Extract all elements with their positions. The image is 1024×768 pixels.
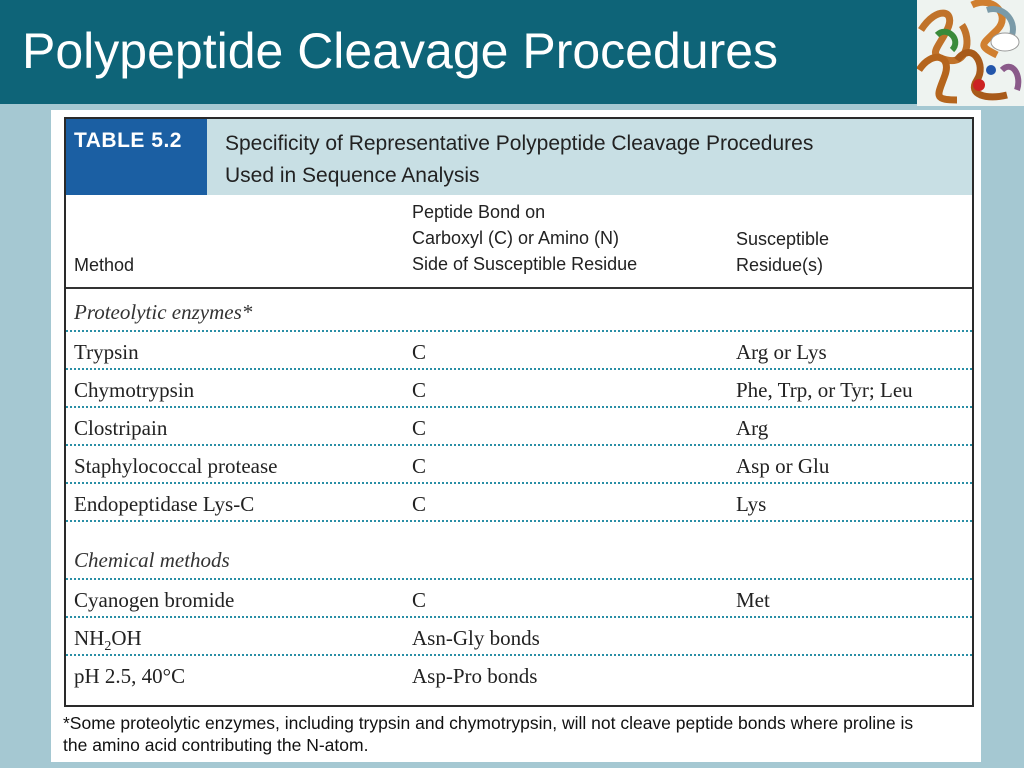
row-divider <box>66 368 972 370</box>
row-divider <box>66 520 972 522</box>
residue-clostripain: Arg <box>736 416 769 440</box>
method-staphylococcal-protease: Staphylococcal protease <box>74 454 278 478</box>
row-divider <box>66 578 972 580</box>
method-clostripain: Clostripain <box>74 416 168 440</box>
method-hydroxylamine-pre: NH <box>74 626 105 650</box>
bond-staphylococcal-protease: C <box>412 454 427 478</box>
method-endopeptidase-lys-c: Endopeptidase Lys-C <box>74 492 255 516</box>
table-footnote <box>63 712 979 756</box>
bond-acid-ph: Asp-Pro bonds <box>412 664 538 688</box>
bond-endopeptidase-lys-c: C <box>412 492 427 516</box>
row-divider <box>66 406 972 408</box>
residue-endopeptidase-lys-c: Lys <box>736 492 767 516</box>
column-header-residue-line1: Susceptible <box>736 229 830 249</box>
row-divider <box>66 482 972 484</box>
bond-hydroxylamine: Asn-Gly bonds <box>412 626 540 650</box>
table-caption-cell <box>207 119 972 195</box>
row-divider <box>66 616 972 618</box>
bond-trypsin: C <box>412 340 427 364</box>
method-hydroxylamine-post: OH <box>111 626 142 650</box>
protein-structure-icon <box>917 0 1024 106</box>
column-header-residue-line2: Residue(s) <box>736 255 824 275</box>
table-caption-line1: Specificity of Representative Polypeptide Cleavage Procedures <box>225 132 814 155</box>
footnote-line1: *Some proteolytic enzymes, including trypsin and chymotrypsin, will not cleave peptide bonds where proline is <box>63 713 914 733</box>
cleavage-table <box>64 117 974 707</box>
section-label-chemical: Chemical methods <box>74 548 230 572</box>
method-trypsin: Trypsin <box>74 340 139 364</box>
row-divider <box>66 330 972 332</box>
bond-cyanogen-bromide: C <box>412 588 427 612</box>
bond-chymotrypsin: C <box>412 378 427 402</box>
method-cyanogen-bromide: Cyanogen bromide <box>74 588 235 612</box>
row-divider <box>66 654 972 656</box>
section-label-enzymes: Proteolytic enzymes* <box>74 300 253 324</box>
residue-cyanogen-bromide: Met <box>736 588 770 612</box>
column-header-residue <box>736 226 829 278</box>
table-caption <box>225 128 813 192</box>
row-divider <box>66 444 972 446</box>
method-hydroxylamine-sub: 2 <box>104 639 112 655</box>
residue-chymotrypsin: Phe, Trp, or Tyr; Leu <box>736 378 913 402</box>
residue-staphylococcal-protease: Asp or Glu <box>736 454 830 478</box>
footnote-line2: the amino acid contributing the N-atom. <box>63 735 369 755</box>
slide-title: Polypeptide Cleavage Procedures <box>22 23 779 79</box>
column-header-bond <box>412 199 637 277</box>
table-number: TABLE 5.2 <box>74 129 182 152</box>
column-header-bond-line3: Side of Susceptible Residue <box>412 254 638 274</box>
column-header-method: Method <box>74 255 135 275</box>
method-acid-ph: pH 2.5, 40°C <box>74 664 186 688</box>
bond-clostripain: C <box>412 416 427 440</box>
residue-trypsin: Arg or Lys <box>736 340 827 364</box>
method-chymotrypsin: Chymotrypsin <box>74 378 195 402</box>
table-number-cell <box>66 119 207 195</box>
column-header-bond-line2: Carboxyl (C) or Amino (N) <box>412 228 620 248</box>
table-caption-line2: Used in Sequence Analysis <box>225 164 480 187</box>
column-header-bond-line1: Peptide Bond on <box>412 202 546 222</box>
header-rule <box>66 287 972 289</box>
